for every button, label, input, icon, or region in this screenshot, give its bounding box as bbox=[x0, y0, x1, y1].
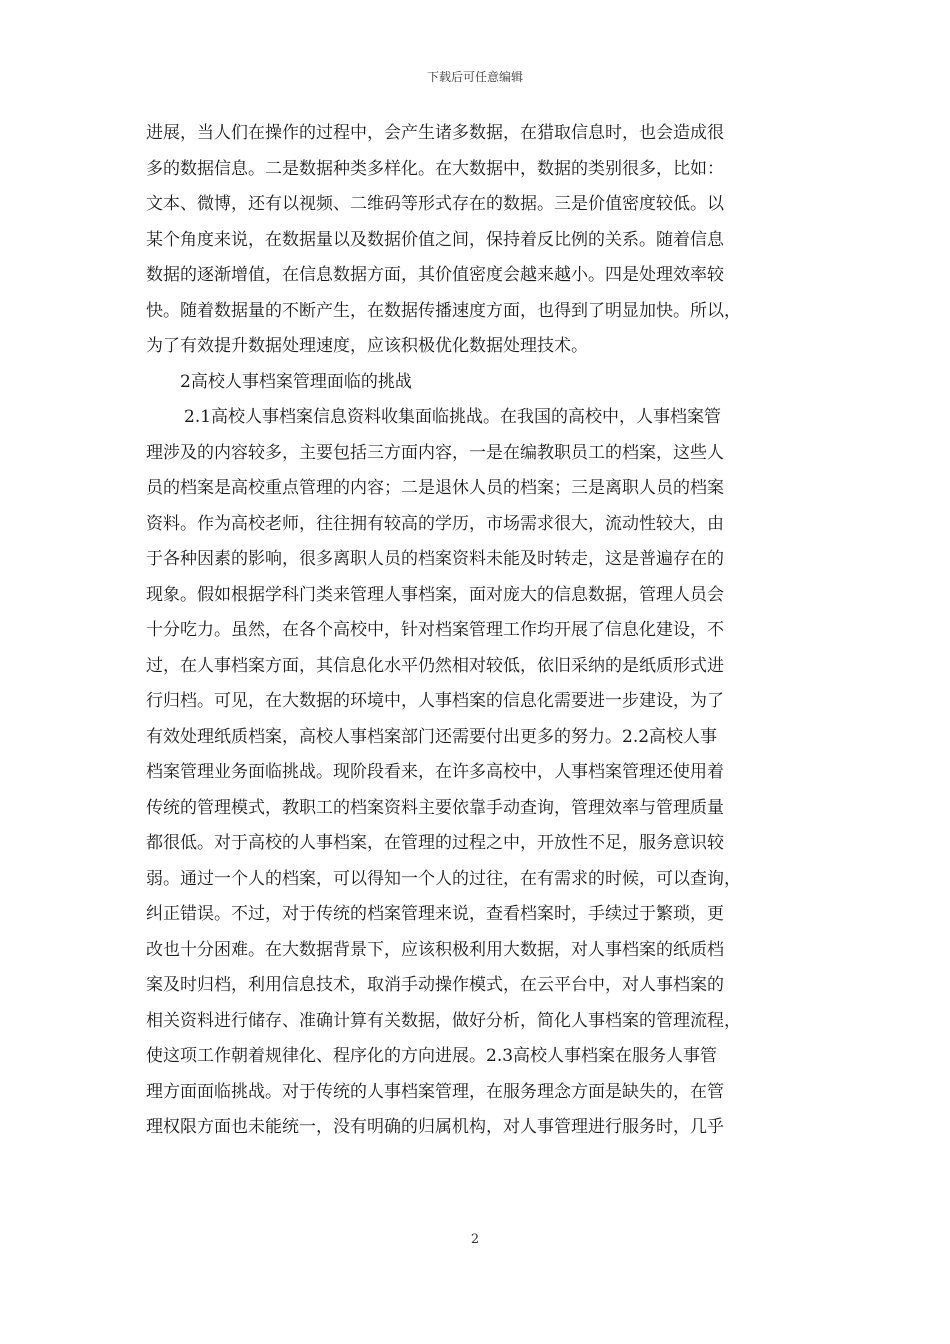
text-line: 有效处理纸质档案，高校人事档案部门还需要付出更多的努力。2.2高校人事 bbox=[146, 726, 718, 747]
text-line: 过，在人事档案方面，其信息化水平仍然相对较低，依旧采纳的是纸质形式进 bbox=[146, 655, 724, 676]
text-line: 某个角度来说，在数据量以及数据价值之间，保持着反比例的关系。随着信息 bbox=[146, 229, 724, 250]
text-line: 理涉及的内容较多，主要包括三方面内容，一是在编教职员工的档案，这些人 bbox=[146, 442, 724, 463]
text-line: 相关资料进行储存、准确计算有关数据，做好分析，简化人事档案的管理流程， bbox=[146, 1010, 741, 1031]
text-line: 使这项工作朝着规律化、程序化的方向进展。2.3高校人事档案在服务人事管 bbox=[146, 1046, 718, 1066]
text-line: 多的数据信息。二是数据种类多样化。在大数据中，数据的类别很多，比如： bbox=[146, 158, 724, 179]
text-line: 行归档。可见，在大数据的环境中，人事档案的信息化需要进一步建设，为了 bbox=[146, 691, 724, 711]
text-line: 案及时归档，利用信息技术，取消手动操作模式，在云平台中，对人事档案的 bbox=[146, 975, 724, 995]
text-line: 2高校人事档案管理面临的挑战 bbox=[180, 371, 412, 392]
page-number: 2 bbox=[470, 1232, 480, 1247]
text-line: 弱。通过一个人的档案，可以得知一个人的过往，在有需求的时候，可以查询， bbox=[146, 868, 741, 889]
text-line: 数据的逐渐增值，在信息数据方面，其价值密度会越来越小。四是处理效率较 bbox=[146, 265, 724, 285]
text-line: 现象。假如根据学科门类来管理人事档案，面对庞大的信息数据，管理人员会 bbox=[146, 584, 724, 605]
text-line: 理方面面临挑战。对于传统的人事档案管理，在服务理念方面是缺失的，在管 bbox=[146, 1081, 724, 1102]
text-line: 改也十分困难。在大数据背景下，应该积极利用大数据，对人事档案的纸质档 bbox=[146, 939, 724, 960]
text-line: 十分吃力。虽然，在各个高校中，针对档案管理工作均开展了信息化建设，不 bbox=[146, 620, 724, 640]
text-line: 资料。作为高校老师，往往拥有较高的学历，市场需求很大，流动性较大，由 bbox=[146, 513, 724, 534]
body-text bbox=[146, 116, 810, 1146]
text-line: 档案管理业务面临挑战。现阶段看来，在许多高校中，人事档案管理还使用着 bbox=[146, 762, 724, 782]
text-line: 2.1高校人事档案信息资料收集面临挑战。在我国的高校中，人事档案管 bbox=[184, 407, 722, 427]
text-line: 于各种因素的影响，很多离职人员的档案资料未能及时转走，这是普遍存在的 bbox=[146, 549, 724, 569]
text-line: 都很低。对于高校的人事档案，在管理的过程之中，开放性不足，服务意识较 bbox=[146, 833, 724, 853]
text-line: 员的档案是高校重点管理的内容；二是退休人员的档案；三是离职人员的档案 bbox=[146, 478, 724, 498]
text-line: 进展，当人们在操作的过程中，会产生诸多数据，在猎取信息时，也会造成很 bbox=[146, 123, 724, 143]
text-line: 为了有效提升数据处理速度，应该积极优化数据处理技术。 bbox=[146, 336, 588, 356]
text-line: 文本、微博，还有以视频、二维码等形式存在的数据。三是价值密度较低。以 bbox=[146, 194, 724, 214]
text-line: 理权限方面也未能统一，没有明确的归属机构，对人事管理进行服务时，几乎 bbox=[146, 1117, 724, 1137]
text-line: 传统的管理模式，教职工的档案资料主要依靠手动查询，管理效率与管理质量 bbox=[146, 797, 724, 818]
text-line: 纠正错误。不过，对于传统的档案管理来说，查看档案时，手续过于繁琐，更 bbox=[146, 904, 724, 924]
text-line: 快。随着数据量的不断产生，在数据传播速度方面，也得到了明显加快。所以， bbox=[146, 300, 741, 321]
page-header: 下载后可任意编辑 bbox=[426, 70, 523, 84]
